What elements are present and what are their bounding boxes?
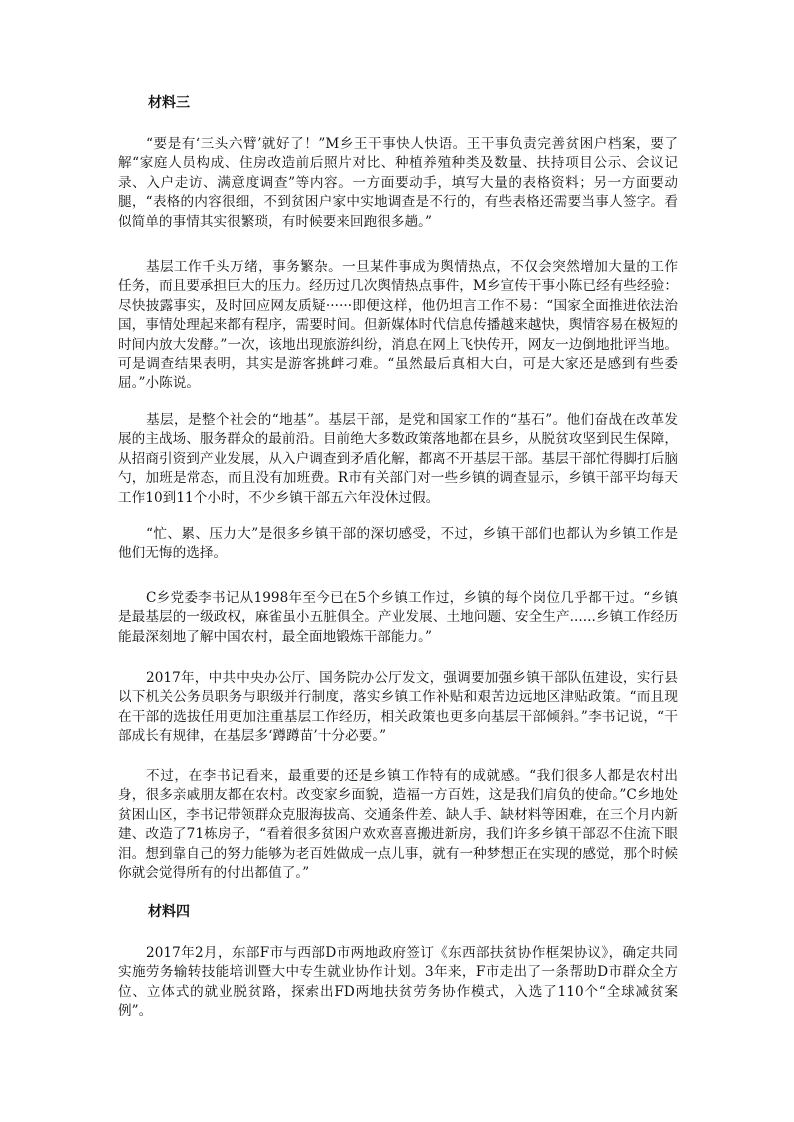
material-4-heading: 材料四: [148, 904, 190, 920]
material-3-paragraph-5: C乡党委李书记从1998年至今已在5个乡镇工作过，乡镇的每个岗位几乎都干过。“乡镇是最基层的一级政权，麻雀虽小五脏俱全。产业发展、土地问题、安全生产......乡镇工作经历能最深刻地了解中国农村，最全面地锻炼干部能力。”: [118, 590, 678, 645]
material-3-paragraph-6: 2017年，中共中央办公厅、国务院办公厅发文，强调要加强乡镇干部队伍建设，实行县以下机关公务员职务与职级并行制度，落实乡镇工作补贴和艰苦边远地区津贴政策。“而且现在干部的选拔任用更加注重基层工作经历，相关政策也更多向基层干部倾斜。”李书记说，“干部成长有规律，在基层多‘蹲蹲苗’十分必要。”: [118, 670, 678, 745]
material-3-paragraph-4: “忙、累、压力大”是很多乡镇干部的深切感受，不过，乡镇干部们也都认为乡镇工作是他们无悔的选择。: [118, 526, 678, 562]
material-4-paragraph-1: 2017年2月，东部F市与西部D市两地政府签订《东西部扶贫协作框架协议》，确定共同实施劳务输转技能培训暨大中专生就业协作计划。3年来，F市走出了一条帮助D市群众全方位、立体式的就业脱贫路，探索出FD两地扶贫劳务协作模式，入选了110个“全球减贫案例”。: [118, 945, 678, 1020]
material-3-paragraph-7: 不过，在李书记看来，最重要的还是乡镇工作特有的成就感。“我们很多人都是农村出身，很多亲戚朋友都在农村。改变家乡面貌，造福一方百姓，这是我们肩负的使命。”C乡地处贫困山区，李书记带领群众克服海拔高、交通条件差、缺人手、缺材料等困难，在三个月内新建、改造了71栋房子，“看着很多贫困户欢欢喜喜搬进新房，我们许多乡镇干部忍不住流下眼泪。想到靠自己的努力能够为老百姓做成一点儿事，就有一种梦想正在实现的感觉，那个时候你就会觉得所有的付出都值了。”: [118, 768, 678, 882]
material-3-paragraph-2: 基层工作千头万绪，事务繁杂。一旦某件事成为舆情热点，不仅会突然增加大量的工作任务，而且要承担巨大的压力。经历过几次舆情热点事件，M乡宣传干事小陈已经有些经验：尽快披露事实，及时回应网友质疑······即便这样，他仍坦言工作不易：“国家全面推进依法治国，事情处理起来都有程序，需要时间。但新媒体时代信息传播越来越快，舆情容易在极短的时间内放大发酵。”一次，该地出现旅游纠纷，消息在网上飞快传开，网友一边倒地批评当地。可是调查结果表明，其实是游客挑衅刁难。“虽然最后真相大白，可是大家还是感到有些委屈。”小陈说。: [118, 259, 678, 392]
material-3-paragraph-3: 基层，是整个社会的“地基”。基层干部，是党和国家工作的“基石”。他们奋战在改革发展的主战场、服务群众的最前沿。目前绝大多数政策落地都在县乡，从脱贫攻坚到民生保障，从招商引资到产业发展，从入户调查到矛盾化解，都离不开基层干部。基层干部忙得脚打后脑勺，加班是常态，而且没有加班费。R市有关部门对一些乡镇的调查显示，乡镇干部平均每天工作10到11个小时，不少乡镇干部五六年没休过假。: [118, 412, 678, 506]
material-3-heading: 材料三: [148, 95, 190, 111]
material-3-paragraph-1: “要是有‘三头六臂’就好了！”M乡王干事快人快语。王干事负责完善贫困户档案，要了解“家庭人员构成、住房改造前后照片对比、种植养殖种类及数量、扶持项目公示、会议记录、入户走访、满意度调查”等内容。一方面要动手，填写大量的表格资料；另一方面要动腿，“表格的内容很细，不到贫困户家中实地调查是不行的，有些表格还需要当事人签字。看似简单的事情其实很繁琐，有时候要来回跑很多趟。”: [118, 136, 678, 230]
